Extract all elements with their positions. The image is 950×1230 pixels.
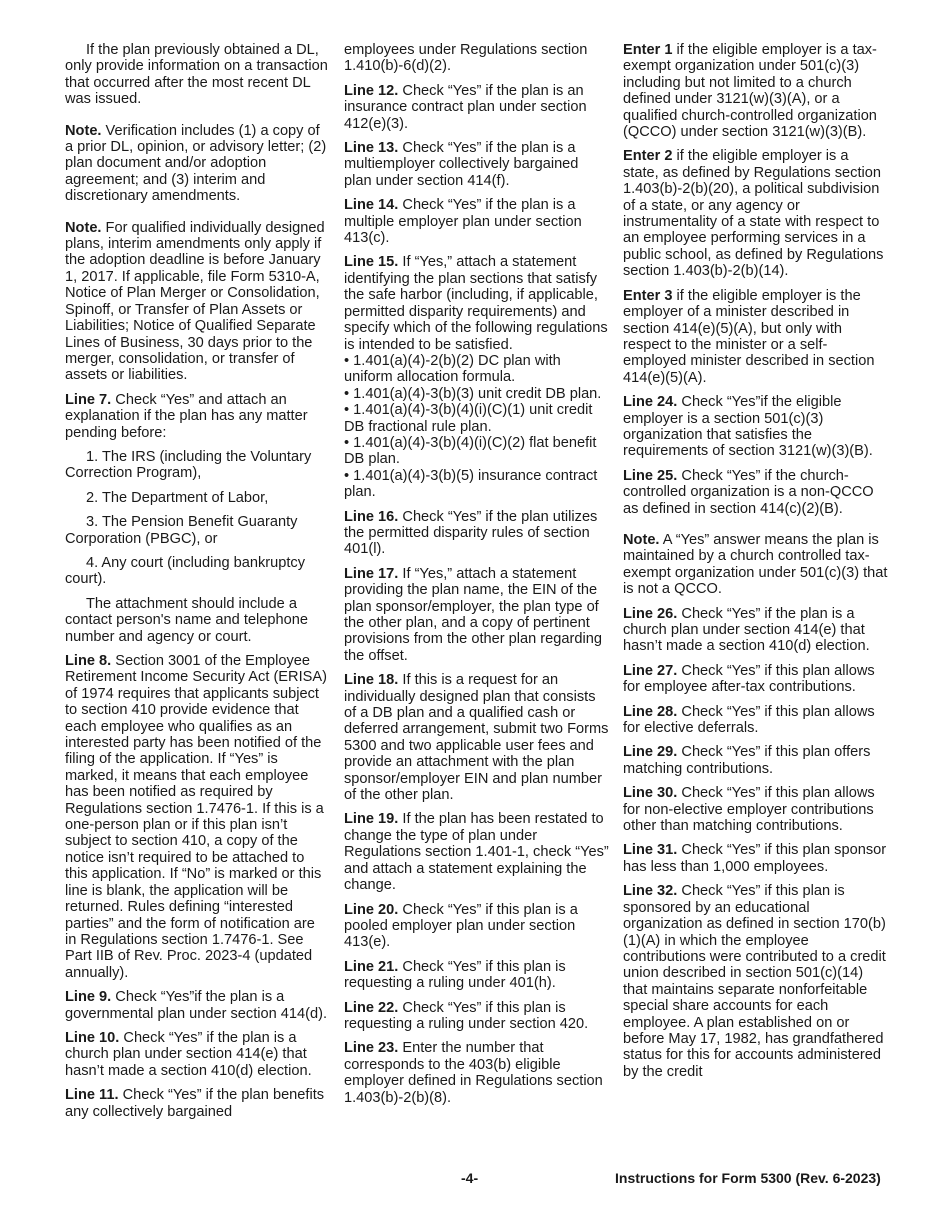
paragraph-text: The attachment should include a contact person's name and telephone number and agency or court. xyxy=(65,595,308,645)
paragraph xyxy=(623,606,888,655)
paragraph-text: Section 3001 of the Employee Retirement Income Security Act (ERISA) of 1974 requires that applicants subject to section 410 provide evidence that each employee who qualifies as an interested party has been notified of the filing of the application. If “Yes” is marked, it means that each employee has been notified as required by Regulations section 1.7476-1. If this is a one-person plan or if this plan isn’t subject to section 410, a copy of the notice isn’t required to be attached to this application. If “No” is marked or this line is blank, the application will be returned. Rules defining “interested parties” and the form of notification are in Regulations section 1.7476-1. See Part IIB of Rev. Proc. 2023-4 (updated annually). xyxy=(65,653,327,981)
paragraph xyxy=(65,42,330,108)
paragraph-text: 3. The Pension Benefit Guaranty Corporation (PBGC), or xyxy=(65,514,298,547)
paragraph-lead: Line 7. xyxy=(65,391,112,408)
paragraph-text: Check “Yes”if the plan is a governmental plan under section 414(d). xyxy=(65,989,328,1022)
paragraph xyxy=(344,353,609,386)
paragraph xyxy=(344,386,609,402)
paragraph-lead: Line 25. xyxy=(623,467,678,484)
paragraph-lead: Line 8. xyxy=(65,653,112,669)
paragraph xyxy=(623,148,888,279)
paragraph-text: Check “Yes” if this plan sponsor has less than 1,000 employees. xyxy=(623,842,887,875)
paragraph-text: • 1.401(a)(4)-3(b)(4)(i)(C)(2) flat benefit DB plan. xyxy=(344,434,597,468)
paragraph-text: Check “Yes” if this plan allows for non-elective employer contributions other than matching contributions. xyxy=(623,785,875,835)
paragraph-text: A “Yes” answer means the plan is maintained by a church controlled tax-exempt organization under 501(c)(3) that is not a QCCO. xyxy=(623,531,888,598)
paragraph-text: Check “Yes” if this plan allows for employee after-tax contributions. xyxy=(623,662,875,696)
paragraph-lead: Line 15. xyxy=(344,254,399,271)
paragraph-text: employees under Regulations section 1.410(b)-6(d)(2). xyxy=(344,42,588,75)
paragraph-lead: Line 30. xyxy=(623,785,678,802)
paragraph-text: If “Yes,” attach a statement identifying the plan sections that satisfy the safe harbor (including, if applicable, permitted disparity requirements) and specify which of the following regulations is intended to be satisfied. xyxy=(344,254,608,353)
paragraph xyxy=(65,449,330,482)
paragraph xyxy=(65,392,330,441)
paragraph-text: If the plan has been restated to change the type of plan under Regulations section 1.401-1, check “Yes” and attach a statement explaining the change. xyxy=(344,811,609,894)
paragraph-text: 1. The IRS (including the Voluntary Correction Program), xyxy=(65,448,312,482)
paragraph xyxy=(344,254,609,352)
paragraph-lead: Line 28. xyxy=(623,703,678,720)
paragraph xyxy=(344,672,609,803)
paragraph xyxy=(65,596,330,645)
paragraph-lead: Line 14. xyxy=(344,197,399,214)
paragraph xyxy=(344,468,609,501)
paragraph-text: • 1.401(a)(4)-2(b)(2) DC plan with uniform allocation formula. xyxy=(344,352,561,386)
paragraph xyxy=(623,704,888,737)
paragraph xyxy=(344,1040,609,1106)
paragraph-text: Check “Yes” if this plan is sponsored by an educational organization as defined in section 170(b)(1)(A) in which the employee contributions were contributed to a credit union described in section 501(c)(14) that maintains separate nonforfeitable special share accounts for each employee. A plan established on or before May 17, 1982, has grandfathered status for this for accounts administered by the credit xyxy=(623,883,886,1080)
paragraph xyxy=(65,514,330,547)
paragraph-text: Check “Yes” if the church-controlled organization is a non-QCCO as defined in section 414(c)(2)(B). xyxy=(623,467,874,517)
paragraph-lead: Line 20. xyxy=(344,901,399,918)
paragraph-lead: Line 10. xyxy=(65,1029,120,1046)
paragraph xyxy=(623,883,888,1080)
paragraph-lead: Line 12. xyxy=(344,82,399,99)
paragraph xyxy=(623,744,888,777)
paragraph-text: Check “Yes” if this plan is a pooled employer plan under section 413(e). xyxy=(344,901,578,951)
paragraph-lead: Line 31. xyxy=(623,842,678,859)
paragraph xyxy=(344,902,609,951)
paragraph xyxy=(344,197,609,246)
paragraph-text: Check “Yes” if the plan benefits any collectively bargained xyxy=(65,1087,325,1120)
paragraph xyxy=(623,842,888,875)
paragraph-text: if the eligible employer is a tax-exempt organization under 501(c)(3) including but not limited to a church defined under 3121(w)(3)(A), or a qualified church-controlled organization (QCCO) under section 3121(w)(3)(B). xyxy=(623,42,877,141)
page-number: -4- xyxy=(461,1170,479,1186)
paragraph xyxy=(344,811,609,893)
paragraph-text: • 1.401(a)(4)-3(b)(4)(i)(C)(1) unit credit DB fractional rule plan. xyxy=(344,402,593,435)
paragraph-text: Check “Yes” if the plan is an insurance contract plan under section 412(e)(3). xyxy=(344,82,587,132)
paragraph-text: If this is a request for an individually designed plan that consists of a DB plan and a qualified cash or deferred arrangement, submit two Forms 5300 and two applicable user fees and provide an attachment with the plan sponsor/employer EIN and plan number of the other plan. xyxy=(344,672,609,804)
paragraph xyxy=(344,402,609,435)
paragraph-lead: Enter 3 xyxy=(623,287,673,304)
paragraph-text: 4. Any court (including bankruptcy court). xyxy=(65,554,306,588)
paragraph xyxy=(65,989,330,1022)
paragraph-text: Check “Yes” if this plan allows for elective deferrals. xyxy=(623,703,875,737)
paragraph-lead: Line 13. xyxy=(344,140,399,157)
footer-form-title: Instructions for Form 5300 (Rev. 6-2023) xyxy=(615,1170,881,1186)
paragraph-text: Enter the number that corresponds to the 403(b) eligible employer defined in Regulations section 1.403(b)-2(b)(8). xyxy=(344,1040,603,1106)
paragraph-lead: Line 16. xyxy=(344,508,399,525)
paragraph-lead: Line 24. xyxy=(623,394,678,411)
paragraph xyxy=(65,1087,330,1120)
paragraph xyxy=(623,468,888,517)
paragraph xyxy=(623,42,888,140)
paragraph-lead: Line 26. xyxy=(623,605,678,622)
paragraph-lead: Line 18. xyxy=(344,672,399,689)
paragraph xyxy=(344,509,609,558)
paragraph xyxy=(344,140,609,189)
paragraph-lead: Enter 1 xyxy=(623,42,673,58)
paragraph-text: Check “Yes” and attach an explanation if the plan has any matter pending before: xyxy=(65,391,308,441)
paragraph xyxy=(344,566,609,664)
paragraph-text: Check “Yes” if the plan is a multiple employer plan under section 413(c). xyxy=(344,197,582,247)
paragraph xyxy=(623,785,888,834)
paragraph-lead: Enter 2 xyxy=(623,148,673,165)
paragraph-lead: Note. xyxy=(65,219,102,236)
paragraph xyxy=(623,663,888,696)
paragraph-lead: Line 22. xyxy=(344,999,399,1016)
paragraph xyxy=(344,959,609,992)
paragraph xyxy=(65,1030,330,1079)
paragraph xyxy=(623,394,888,460)
paragraph xyxy=(65,653,330,981)
column-right xyxy=(623,42,888,1088)
paragraph-lead: Note. xyxy=(65,122,102,139)
paragraph-lead: Line 17. xyxy=(344,565,399,582)
paragraph-text: Check “Yes” if the plan is a multiemployer collectively bargained plan under section 414(f). xyxy=(344,140,579,189)
paragraph xyxy=(344,1000,609,1033)
paragraph-text: Check “Yes” if this plan is requesting a ruling under 401(h). xyxy=(344,958,566,992)
paragraph-text: 2. The Department of Labor, xyxy=(86,489,269,506)
paragraph xyxy=(65,220,330,384)
paragraph xyxy=(623,532,888,598)
paragraph-text: Check “Yes”if the eligible employer is a section 501(c)(3) organization that satisfies the requirements of section 3121(w)(3)(B). xyxy=(623,394,873,460)
paragraph-text: if the eligible employer is the employer of a minister described in section 414(e)(5)(A), but only with respect to the minister or a self-employed minister described in section 414(e)(5)(A). xyxy=(623,287,875,386)
paragraph-lead: Line 32. xyxy=(623,883,678,900)
column-middle xyxy=(344,42,609,1114)
paragraph-text: Check “Yes” if this plan offers matching contributions. xyxy=(623,744,871,777)
paragraph xyxy=(344,83,609,132)
paragraph-text: Check “Yes” if this plan is requesting a ruling under section 420. xyxy=(344,999,589,1032)
paragraph xyxy=(65,555,330,588)
paragraph-lead: Line 19. xyxy=(344,811,399,828)
paragraph-text: • 1.401(a)(4)-3(b)(5) insurance contract plan. xyxy=(344,467,598,501)
paragraph-text: If the plan previously obtained a DL, only provide information on a transaction that occurred after the most recent DL was issued. xyxy=(65,42,328,108)
paragraph-lead: Line 23. xyxy=(344,1040,399,1057)
paragraph-text: Verification includes (1) a copy of a prior DL, opinion, or advisory letter; (2) plan document and/or adoption agreement; and (3) interim and discretionary amendments. xyxy=(65,122,327,205)
paragraph-text: • 1.401(a)(4)-3(b)(3) unit credit DB plan. xyxy=(344,385,602,402)
paragraph-text: If “Yes,” attach a statement providing the plan name, the EIN of the plan sponsor/employer, the plan type of the other plan, and a copy of pertinent provisions from the other plan regarding the offset. xyxy=(344,565,602,664)
paragraph-text: For qualified individually designed plans, interim amendments only apply if the adoption deadline is before January 1, 2017. If applicable, file Form 5310-A, Notice of Plan Merger or Consolidation, Spinoff, or Transfer of Plan Assets or Liabilities; Notice of Qualified Separate Lines of Business, 30 days prior to the merger, consolidation, or transfer of assets or liabilities. xyxy=(65,219,325,384)
paragraph-lead: Line 9. xyxy=(65,989,112,1006)
paragraph-lead: Line 27. xyxy=(623,662,678,679)
paragraph-lead: Line 21. xyxy=(344,958,399,975)
paragraph xyxy=(623,288,888,386)
paragraph xyxy=(65,490,330,506)
paragraph-text: Check “Yes” if the plan is a church plan under section 414(e) that hasn’t made a section 410(d) election. xyxy=(623,605,870,655)
paragraph-text: Check “Yes” if the plan utilizes the permitted disparity rules of section 401(l). xyxy=(344,508,598,558)
paragraph xyxy=(65,123,330,205)
paragraph-text: Check “Yes” if the plan is a church plan under section 414(e) that hasn’t made a section 410(d) election. xyxy=(65,1029,312,1079)
column-left xyxy=(65,42,330,1128)
paragraph-lead: Line 11. xyxy=(65,1087,119,1104)
paragraph xyxy=(344,435,609,468)
paragraph-lead: Line 29. xyxy=(623,744,678,761)
paragraph xyxy=(344,42,609,75)
paragraph-text: if the eligible employer is a state, as defined by Regulations section 1.403(b)-2(b)(20), a political subdivision of a state, or any agency or instrumentality of a state with respect to an employee performing services in a public school, as defined by Regulations section 1.403(b)-2(b)(14). xyxy=(623,148,884,280)
paragraph-lead: Note. xyxy=(623,531,660,548)
